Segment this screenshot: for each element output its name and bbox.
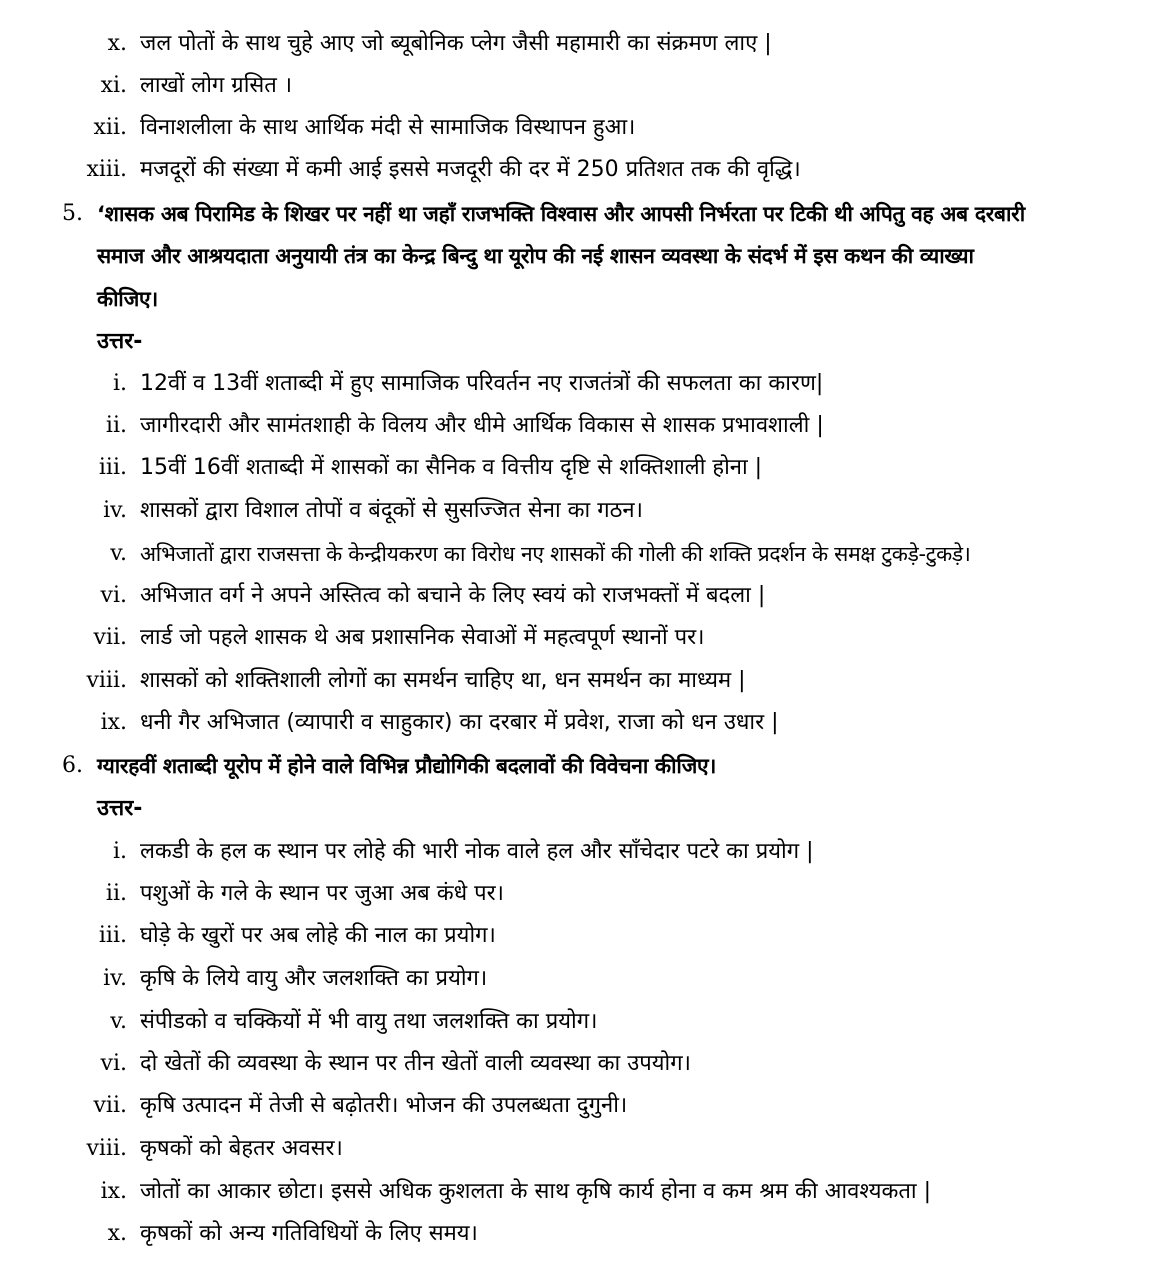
list-item bbox=[0, 108, 1152, 148]
item-number: x. bbox=[107, 1221, 127, 1246]
list-item bbox=[0, 1214, 1152, 1254]
question-5-line-3 bbox=[0, 279, 1152, 319]
item-text: मजदूरों की संख्या में कमी आई इससे मजदूरी की दर में 250 प्रतिशत तक की वृद्धि। bbox=[140, 157, 801, 182]
list-item bbox=[0, 874, 1152, 914]
item-text: जल पोतों के साथ चुहे आए जो ब्यूबोनिक प्लेग जैसी महामारी का संक्रमण लाए | bbox=[140, 31, 772, 56]
item-number: vi. bbox=[100, 1051, 127, 1076]
item-text: अभिजात वर्ग ने अपने अस्तित्व को बचाने के लिए स्वयं को राजभक्तों में बदला | bbox=[140, 583, 766, 608]
item-text: विनाशलीला के साथ आर्थिक मंदी से सामाजिक विस्थापन हुआ। bbox=[140, 115, 636, 140]
list-item bbox=[0, 1002, 1152, 1042]
item-number: xii. bbox=[93, 115, 127, 140]
item-number: vi. bbox=[100, 583, 127, 608]
item-number: ii. bbox=[105, 413, 127, 438]
item-number: viii. bbox=[86, 668, 127, 693]
item-number: iii. bbox=[98, 455, 127, 480]
item-number: v. bbox=[110, 1009, 127, 1034]
list-item bbox=[0, 534, 1152, 574]
question-text-line: ‘शासक अब पिरामिड के शिखर पर नहीं था जहाँ राजभक्ति विश्वास और आपसी निर्भरता पर टिकी थी अपितु वह अब दरबारी bbox=[97, 202, 1025, 226]
item-number: ix. bbox=[100, 710, 127, 735]
item-text: शासकों को शक्तिशाली लोगों का समर्थन चाहिए था, धन समर्थन का माध्यम | bbox=[140, 668, 746, 693]
item-text: अभिजातों द्वारा राजसत्ता के केन्द्रीयकरण का विरोध नए शासकों की गोली की शक्ति प्रदर्शन के समक्ष टुकड़े-टुकड़े। bbox=[140, 542, 971, 566]
item-number: v. bbox=[110, 541, 127, 566]
item-text: जोतों का आकार छोटा। इससे अधिक कुशलता के साथ कृषि कार्य होना व कम श्रम की आवश्यकता | bbox=[140, 1179, 932, 1204]
item-number: xiii. bbox=[86, 157, 127, 182]
answer-label: उत्तर- bbox=[97, 329, 143, 354]
list-item bbox=[0, 576, 1152, 616]
list-item bbox=[0, 1044, 1152, 1084]
item-text: कृषि के लिये वायु और जलशक्ति का प्रयोग। bbox=[140, 966, 488, 991]
item-number: vii. bbox=[93, 1093, 127, 1118]
list-item bbox=[0, 703, 1152, 743]
list-item bbox=[0, 24, 1152, 64]
question-text-line: समाज और आश्रयदाता अनुयायी तंत्र का केन्द्र बिन्दु था यूरोप की नई शासन व्यवस्था के संदर्भ में इस कथन की व्याख्या bbox=[97, 244, 974, 268]
question-5-line-2 bbox=[0, 236, 1152, 276]
list-item bbox=[0, 959, 1152, 999]
list-item bbox=[0, 406, 1152, 446]
question-text-line: कीजिए। bbox=[97, 287, 158, 311]
item-text: कृषकों को बेहतर अवसर। bbox=[140, 1136, 343, 1161]
item-number: ix. bbox=[100, 1179, 127, 1204]
item-number: iv. bbox=[103, 498, 127, 523]
list-item bbox=[0, 66, 1152, 106]
item-text: पशुओं के गले के स्थान पर जुआ अब कंधे पर। bbox=[140, 881, 504, 906]
list-item bbox=[0, 1172, 1152, 1212]
list-item bbox=[0, 448, 1152, 488]
item-number: i. bbox=[112, 839, 127, 864]
list-item bbox=[0, 661, 1152, 701]
question-6 bbox=[0, 746, 1152, 786]
list-item bbox=[0, 150, 1152, 190]
answer-label: उत्तर- bbox=[97, 796, 143, 821]
item-number: x. bbox=[107, 31, 127, 56]
list-item bbox=[0, 491, 1152, 531]
list-item bbox=[0, 916, 1152, 956]
item-number: vii. bbox=[93, 625, 127, 650]
question-text-line: ग्यारहवीं शताब्दी यूरोप में होने वाले विभिन्न प्रौद्योगिकी बदलावों की विवेचना कीजिए। bbox=[97, 754, 717, 778]
item-number: iv. bbox=[103, 966, 127, 991]
item-text: दो खेतों की व्यवस्था के स्थान पर तीन खेतों वाली व्यवस्था का उपयोग। bbox=[140, 1051, 691, 1076]
item-text: धनी गैर अभिजात (व्यापारी व साहुकार) का दरबार में प्रवेश, राजा को धन उधार | bbox=[140, 710, 779, 735]
list-item bbox=[0, 832, 1152, 872]
item-text: कृषकों को अन्य गतिविधियों के लिए समय। bbox=[140, 1221, 478, 1246]
list-item bbox=[0, 1086, 1152, 1126]
question-number: 5. bbox=[62, 201, 83, 226]
item-number: viii. bbox=[86, 1136, 127, 1161]
item-text: लकडी के हल क स्थान पर लोहे की भारी नोक वाले हल और साँचेदार पटरे का प्रयोग | bbox=[140, 839, 814, 864]
item-text: लाखों लोग ग्रसित । bbox=[140, 73, 293, 98]
item-text: संपीडको व चक्कियों में भी वायु तथा जलशक्ति का प्रयोग। bbox=[140, 1009, 598, 1034]
question-5 bbox=[0, 194, 1152, 234]
list-item bbox=[0, 364, 1152, 404]
list-item bbox=[0, 1129, 1152, 1169]
item-text: 15वीं 16वीं शताब्दी में शासकों का सैनिक व वित्तीय दृष्टि से शक्तिशाली होना | bbox=[140, 455, 763, 480]
item-text: जागीरदारी और सामंतशाही के विलय और धीमे आर्थिक विकास से शासक प्रभावशाली | bbox=[140, 413, 824, 438]
item-text: घोड़े के खुरों पर अब लोहे की नाल का प्रयोग। bbox=[140, 923, 496, 948]
item-text: 12वीं व 13वीं शताब्दी में हुए सामाजिक परिवर्तन नए राजतंत्रों की सफलता का कारण| bbox=[140, 371, 824, 396]
question-number: 6. bbox=[62, 753, 83, 778]
list-item bbox=[0, 618, 1152, 658]
item-number: i. bbox=[112, 371, 127, 396]
item-number: xi. bbox=[100, 73, 127, 98]
item-text: कृषि उत्पादन में तेजी से बढ़ोतरी। भोजन की उपलब्धता दुगुनी। bbox=[140, 1093, 628, 1118]
item-text: लार्ड जो पहले शासक थे अब प्रशासनिक सेवाओं में महत्वपूर्ण स्थानों पर। bbox=[140, 625, 705, 650]
item-number: iii. bbox=[98, 923, 127, 948]
item-number: ii. bbox=[105, 881, 127, 906]
item-text: शासकों द्वारा विशाल तोपों व बंदूकों से सुसज्जित सेना का गठन। bbox=[140, 498, 643, 523]
